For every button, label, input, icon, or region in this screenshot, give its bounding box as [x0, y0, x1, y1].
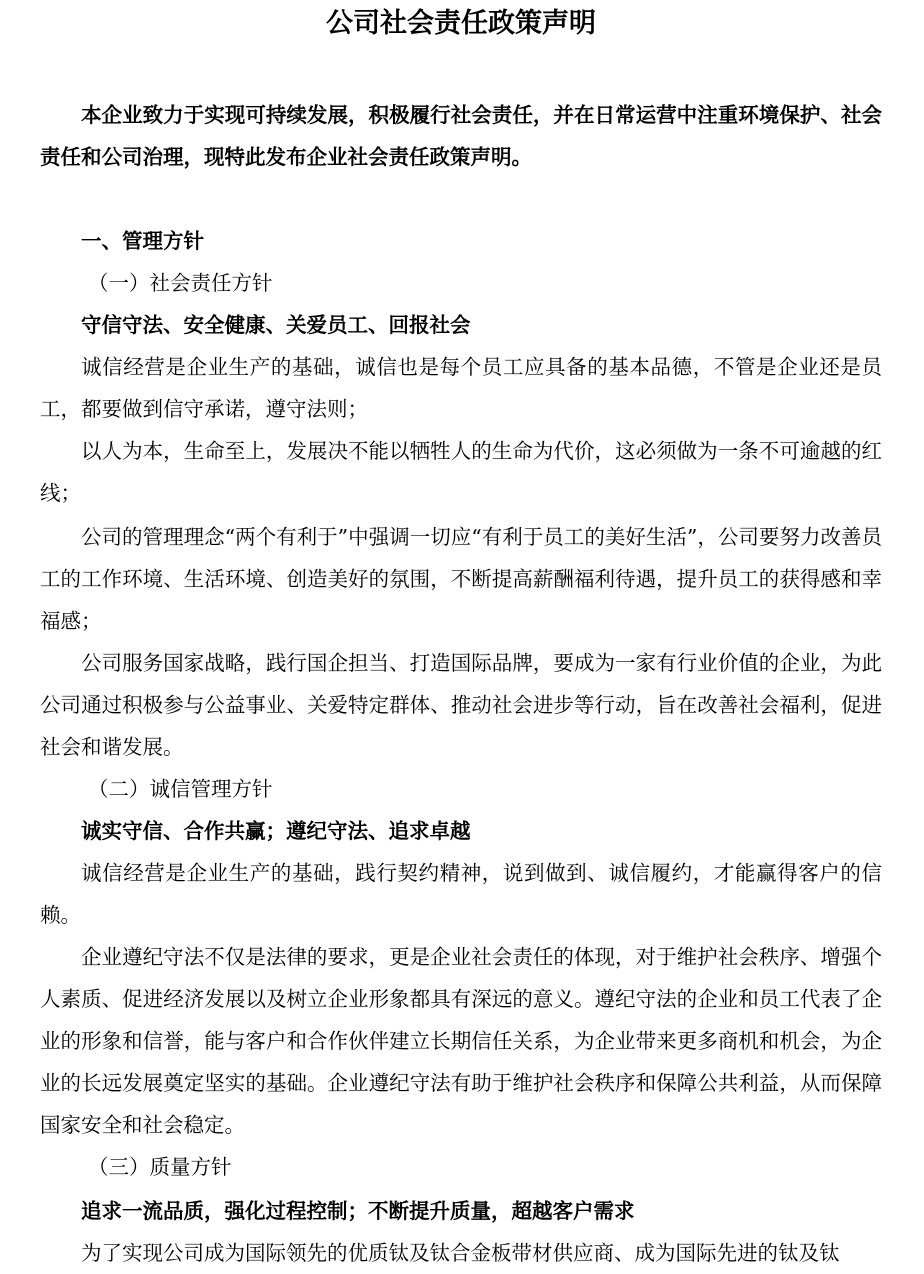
- motto-integrity-management: 诚实守信、合作共赢；遵纪守法、追求卓越: [81, 819, 471, 843]
- section-heading-management-policy: 一、管理方针: [81, 229, 204, 253]
- intro-paragraph: 本企业致力于实现可持续发展，积极履行社会责任，并在日常运营中注重环境保护、社会责任和公司治理，现特此发布企业社会责任政策声明。: [40, 103, 882, 169]
- paragraph-law-compliance: 企业遵纪守法不仅是法律的要求，更是企业社会责任的体现，对于维护社会秩序、增强个人素质、促进经济发展以及树立企业形象都具有深远的意义。遵纪守法的企业和员工代表了企业的形象和信誉，能与客户和合作伙伴建立长期信任关系，为企业带来更多商机和机会，为企业的长远发展奠定坚实的基础。企业遵纪守法有助于维护社会秩序和保障公共利益，从而保障国家安全和社会稳定。: [40, 945, 882, 1137]
- paragraph-integrity: 诚信经营是企业生产的基础，诚信也是每个员工应具备的基本品德，不管是企业还是员工，都要做到信守承诺，遵守法则；: [40, 355, 882, 421]
- paragraph-employee-wellbeing: 公司的管理理念“两个有利于”中强调一切应“有利于员工的美好生活”，公司要努力改善员工的工作环境、生活环境、创造美好的氛围，不断提高薪酬福利待遇，提升员工的获得感和幸福感；: [40, 525, 882, 633]
- motto-social-responsibility: 守信守法、安全健康、关爱员工、回报社会: [81, 313, 471, 337]
- paragraph-people-first: 以人为本，生命至上，发展决不能以牺牲人的生命为代价，这必须做为一条不可逾越的红线；: [40, 439, 882, 505]
- subheading-quality-policy: （三）质量方针: [88, 1155, 232, 1179]
- subheading-integrity-management-policy: （二）诚信管理方针: [88, 777, 273, 801]
- motto-quality: 追求一流品质，强化过程控制；不断提升质量，超越客户需求: [81, 1199, 635, 1223]
- subheading-social-responsibility-policy: （一）社会责任方针: [88, 271, 273, 295]
- page-title: 公司社会责任政策声明: [326, 8, 596, 39]
- paragraph-contract-spirit: 诚信经营是企业生产的基础，践行契约精神，说到做到、诚信履约，才能赢得客户的信赖。: [40, 861, 882, 927]
- paragraph-quality-goal: 为了实现公司成为国际领先的优质钛及钛合金板带材供应商、成为国际先进的钛及钛: [81, 1241, 840, 1265]
- paragraph-national-strategy: 公司服务国家战略，践行国企担当、打造国际品牌，要成为一家有行业价值的企业，为此公司通过积极参与公益事业、关爱特定群体、推动社会进步等行动，旨在改善社会福利，促进社会和谐发展。: [40, 651, 882, 759]
